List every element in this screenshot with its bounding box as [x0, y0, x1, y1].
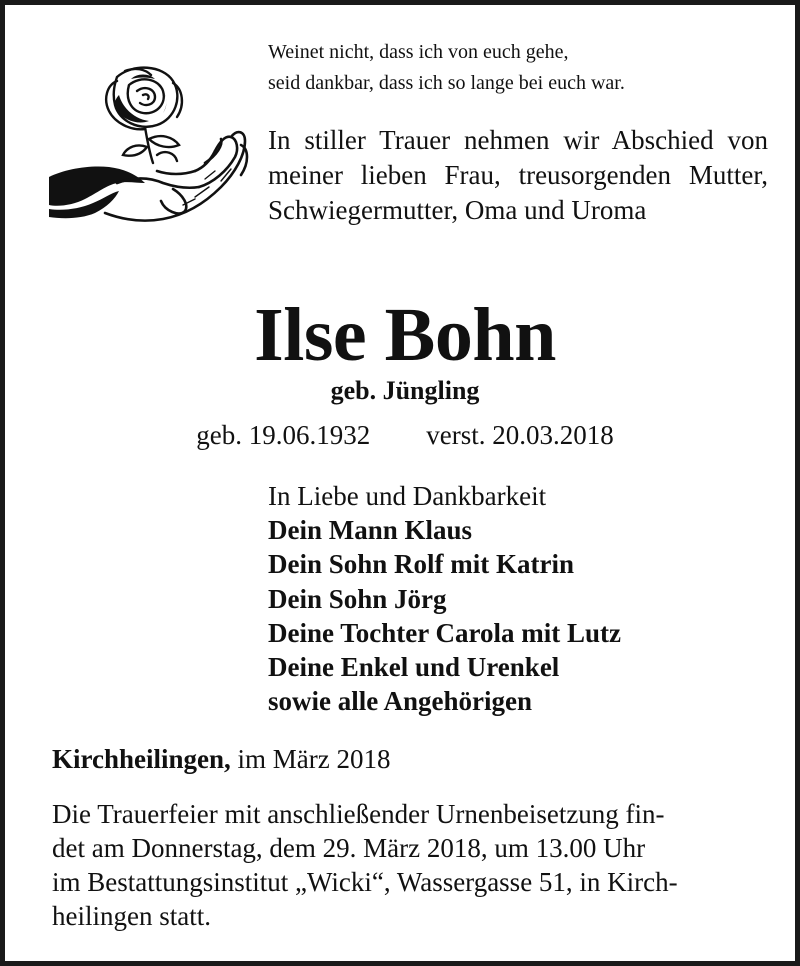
- mourner-entry: sowie alle Angehörigen: [268, 686, 532, 717]
- birth-date: geb. 19.06.1932: [196, 420, 371, 450]
- service-line: heilingen statt.: [52, 901, 211, 931]
- service-info: [52, 797, 760, 933]
- mourners-list: [268, 479, 768, 718]
- mourners-lead: In Liebe und Dankbarkeit: [268, 481, 547, 511]
- intro-text: In stiller Trauer nehmen wir Abschied von meiner lieben Frau, treusorgenden Mutter, Schwiegermutter, Oma und Uroma: [268, 125, 768, 225]
- mourner-entry: Deine Tochter Carola mit Lutz: [268, 617, 621, 648]
- deceased-name: Ilse Bohn: [254, 293, 556, 377]
- mourner-entry: Dein Sohn Rolf mit Katrin: [268, 549, 575, 580]
- service-line: Die Trauerfeier mit anschließender Urnenbeisetzung fin-: [52, 799, 665, 829]
- death-date: verst. 20.03.2018: [426, 420, 614, 450]
- mourner-entry: Deine Enkel und Urenkel: [268, 652, 560, 683]
- mourner-entry: Dein Sohn Jörg: [268, 583, 447, 614]
- service-line: im Bestattungsinstitut „Wicki“, Wassergasse 51, in Kirch-: [52, 867, 678, 897]
- rose-in-hands-icon: [45, 59, 255, 229]
- place-and-date: [52, 739, 772, 779]
- place-date: im März 2018: [237, 744, 391, 774]
- poem: [268, 37, 768, 99]
- life-dates: [5, 416, 800, 454]
- maiden-name: geb. Jüngling: [330, 376, 480, 405]
- mourner-entry: Dein Mann Klaus: [268, 515, 473, 546]
- place-town: Kirchheilingen,: [52, 744, 231, 774]
- poem-line: Weinet nicht, dass ich von euch gehe,: [268, 41, 569, 63]
- service-line: det am Donnerstag, dem 29. März 2018, um 13.00 Uhr: [52, 833, 646, 863]
- poem-line: seid dankbar, dass ich so lange bei euch war.: [268, 72, 625, 94]
